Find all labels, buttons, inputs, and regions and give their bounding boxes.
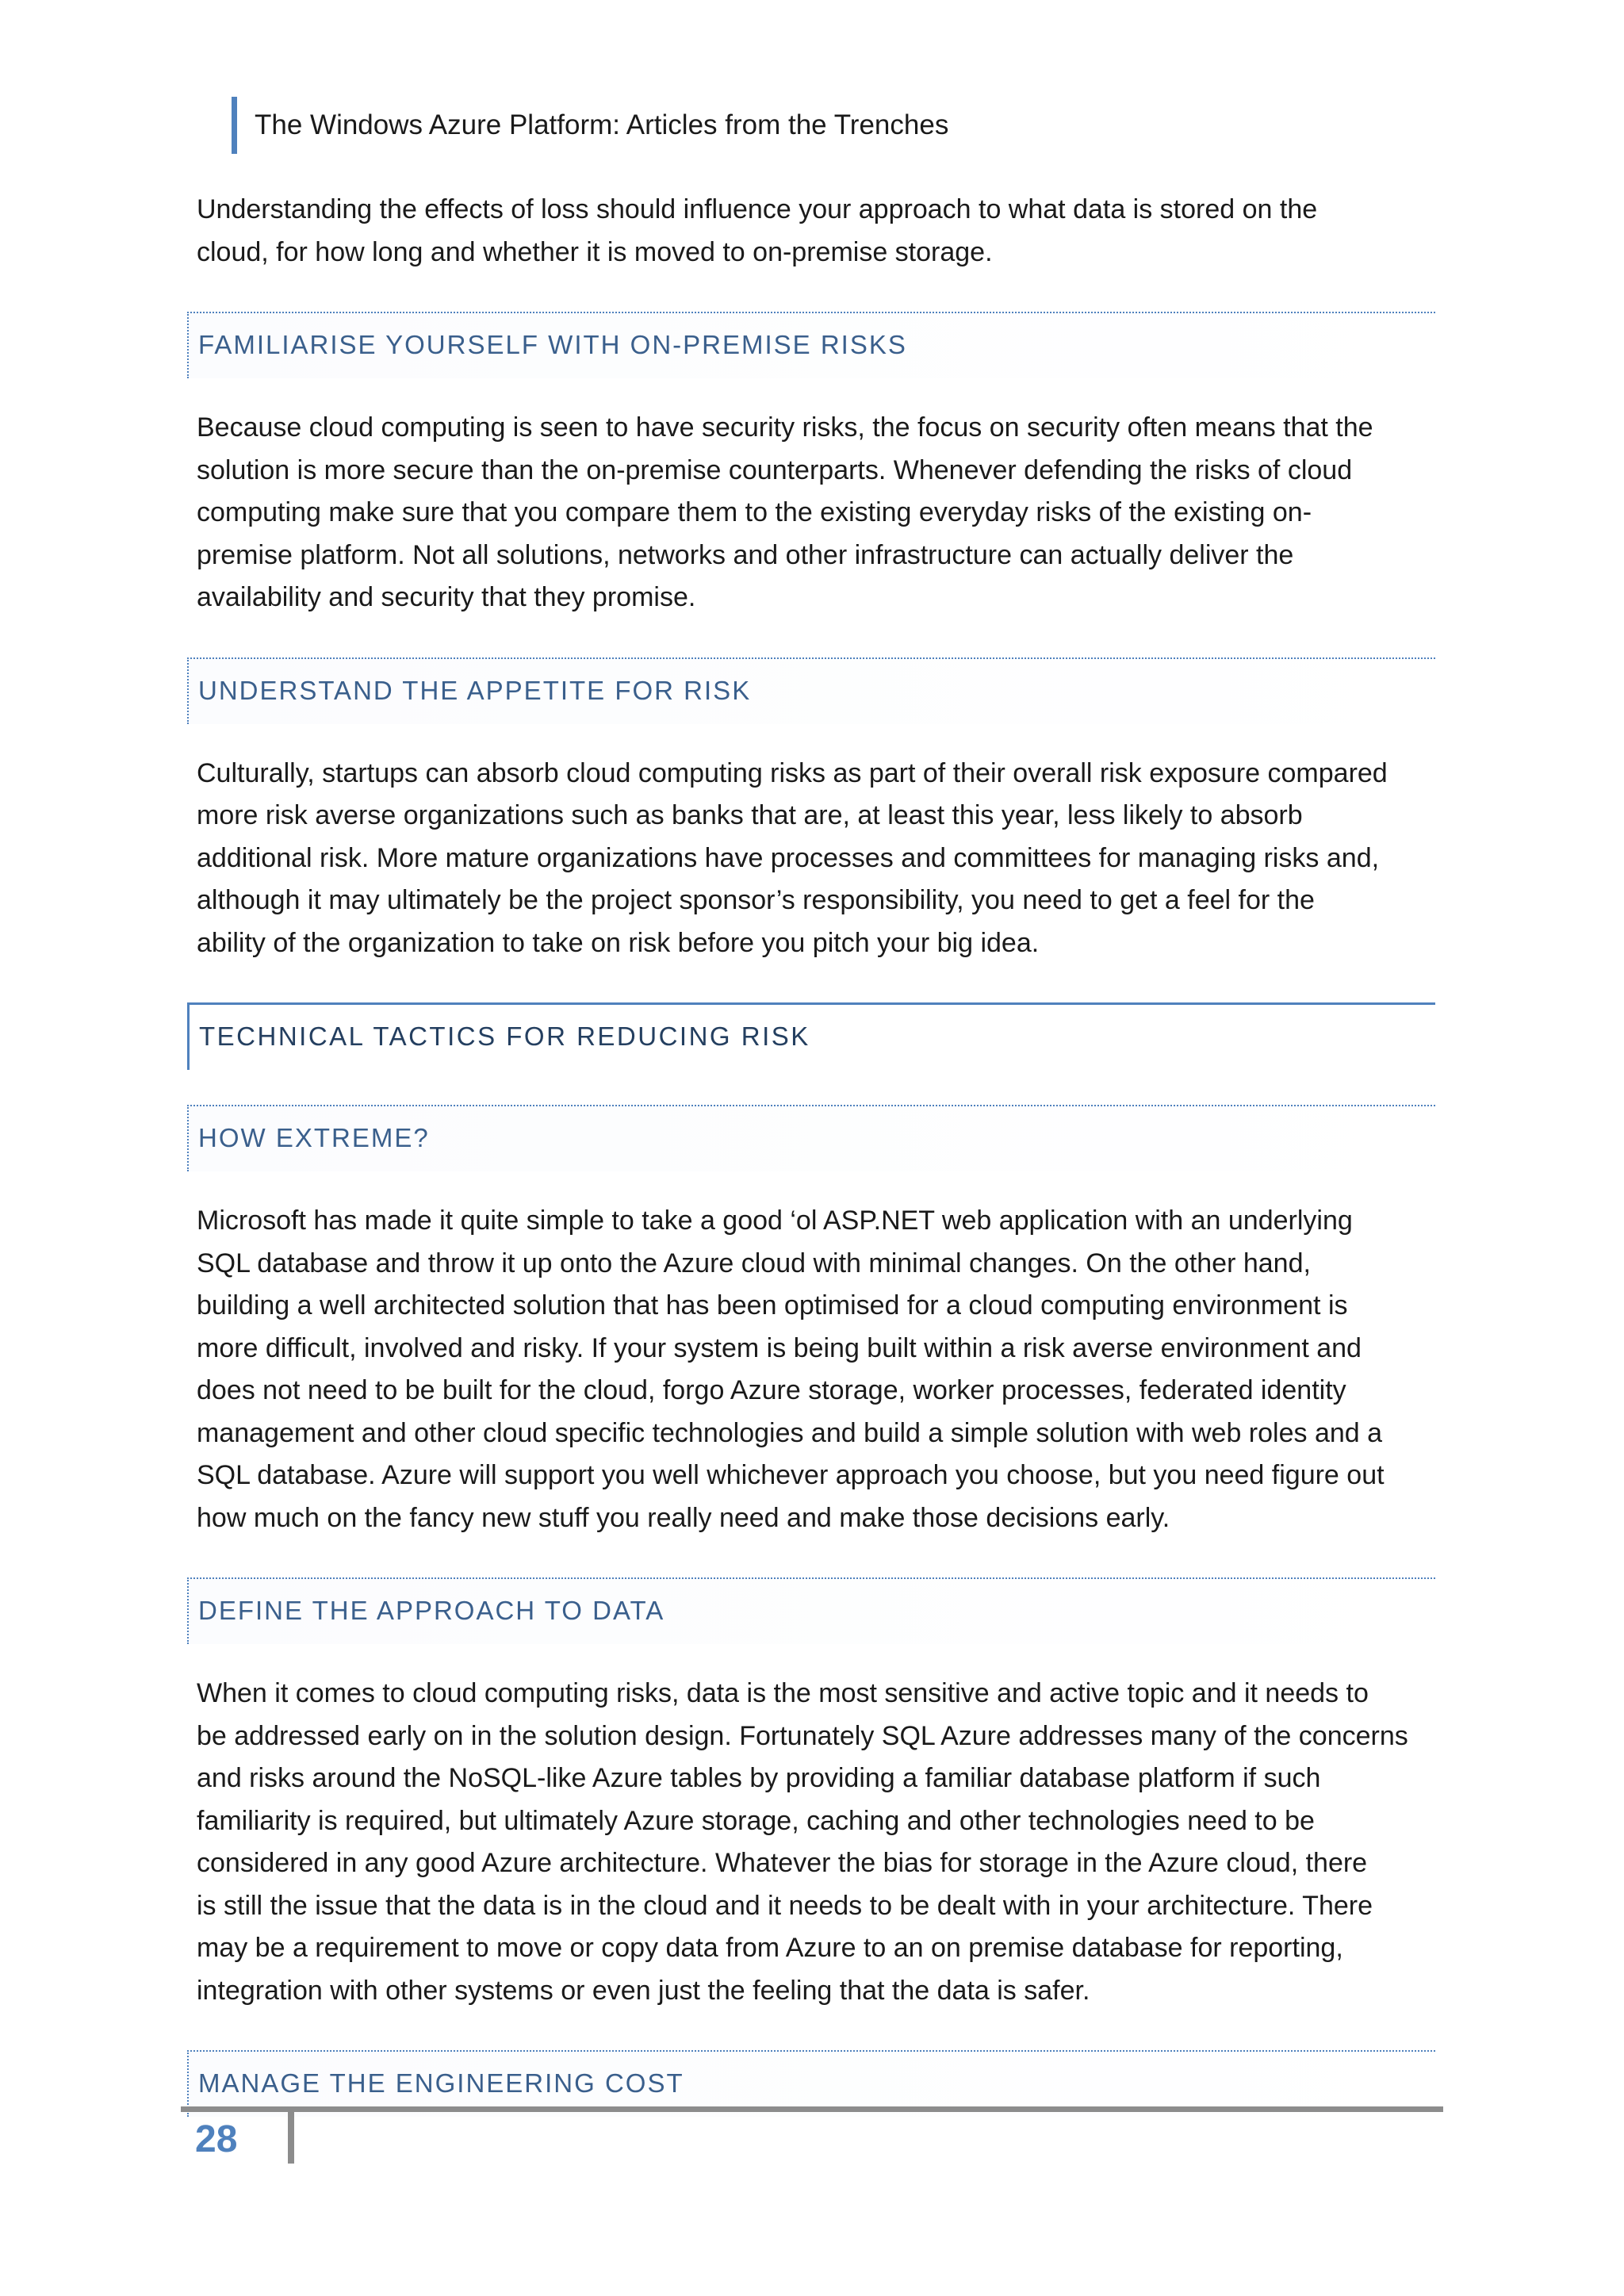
subheading-text: UNDERSTAND THE APPETITE FOR RISK	[198, 675, 752, 705]
subheading-text: FAMILIARISE YOURSELF WITH ON-PREMISE RISKS	[198, 330, 907, 359]
paragraph-appetite-for-risk: Culturally, startups can absorb cloud computing risks as part of their overall risk exposure compared more risk averse organizations such as banks that are, at least this year, less likely to absorb additional risk. More mature organizations have processes and committees for managing risks and, although it may ultimately be the project sponsor’s responsibility, you need to get a feel for the ability of the organization to take on risk before you pitch your big idea.	[197, 757, 1388, 958]
heading-text: TECHNICAL TACTICS FOR REDUCING RISK	[199, 1022, 810, 1051]
paragraph-data-loss: Understanding the effects of loss should influence your approach to what data is stored on the cloud, for how long and whether it is moved to on-premise storage.	[197, 194, 1318, 267]
footer-divider	[181, 2106, 1443, 2112]
paragraph-how-extreme: Microsoft has made it quite simple to take a good ‘ol ASP.NET web application with an underlying SQL database and throw it up onto the Azure cloud with minimal changes. On the other hand, building a well architected solution that has been optimised for a cloud computing environment is more difficult, involved and risky. If your system is being built within a risk averse environment and does not need to be built for the cloud, forgo Azure storage, worker processes, federated identity management and other cloud specific technologies and build a simple solution with web roles and a SQL database. Azure will support you well whichever approach you choose, but you need figure out how much on the fancy new stuff you really need and make those decisions early.	[197, 1205, 1385, 1533]
subheading-on-premise-risks	[187, 312, 1435, 378]
running-header	[232, 97, 948, 154]
page-number-text: 28	[195, 2118, 238, 2160]
paragraph-on-premise-risks: Because cloud computing is seen to have security risks, the focus on security often means that the solution is more secure than the on-premise counterparts. Whenever defending the risks of cloud computing make sure that you compare them to the existing everyday risks of the existing on- premise platform. Not all solutions, networks and other infrastructure can actually deliver the availability and security that they promise.	[197, 412, 1373, 612]
subheading-how-extreme	[187, 1105, 1435, 1171]
subheading-appetite-for-risk	[187, 657, 1435, 724]
heading-technical-tactics	[187, 1002, 1435, 1070]
paragraph-approach-to-data: When it comes to cloud computing risks, data is the most sensitive and active topic and it needs to be addressed early on in the solution design. Fortunately SQL Azure addresses many of the concerns and risks around the NoSQL-like Azure tables by providing a familiar database platform if such familiarity is required, but ultimately Azure storage, caching and other technologies need to be considered in any good Azure architecture. Whatever the bias for storage in the Azure cloud, there is still the issue that the data is in the cloud and it needs to be dealt with in your architecture. There may be a requirement to move or copy data from Azure to an on premise database for reporting, integration with other systems or even just the feeling that the data is safer.	[197, 1678, 1408, 2006]
subheading-approach-to-data	[187, 1577, 1435, 1644]
subheading-text: MANAGE THE ENGINEERING COST	[198, 2068, 684, 2098]
page-content	[197, 189, 1435, 2145]
page-number-divider	[288, 2111, 294, 2164]
running-header-title: The Windows Azure Platform: Articles from the Trenches	[255, 109, 949, 140]
subheading-text: HOW EXTREME?	[198, 1123, 430, 1152]
page-number	[195, 2113, 237, 2165]
subheading-text: DEFINE THE APPROACH TO DATA	[198, 1596, 665, 1625]
